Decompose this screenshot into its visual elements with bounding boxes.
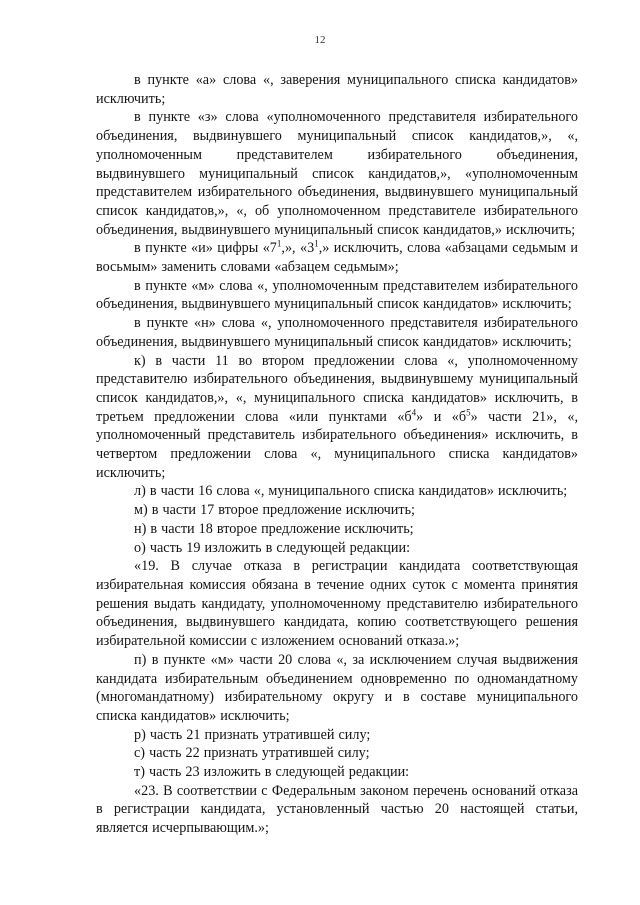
text-run: » части 21», «, уполномоченный представитель избирательного объединения» исключить, в четвертом предложении слова «, муниципального списка кандидатов» исключить; xyxy=(96,408,578,481)
text-run: в пункте «м» слова «, уполномоченным представителем избирательного объединения, выдвинувшего муниципальный список кандидатов» исключить; xyxy=(96,277,578,313)
text-run: в пункте «и» цифры «7 xyxy=(134,240,277,257)
paragraph xyxy=(96,782,578,838)
paragraph xyxy=(96,108,578,239)
paragraph xyxy=(96,314,578,351)
text-run: в пункте «з» слова «уполномоченного представителя избирательного объединения, выдвинувшего муниципальный список кандидатов,», «, уполномоченным представителем избирательного объединения, выдвинувшего муниципальный список кандидатов,», «уполномоченным представителем избирательного объединения, выдвинувшего муниципальный список кандидатов,», «, об уполномоченном представителе избирательного объединения, выдвинувшего муниципальный список кандидатов,» исключить; xyxy=(96,109,578,238)
page-number: 12 xyxy=(314,34,326,46)
paragraph xyxy=(96,352,578,483)
paragraph xyxy=(96,239,578,276)
paragraph xyxy=(96,744,578,763)
paragraph xyxy=(96,557,578,651)
text-run: ,», «3 xyxy=(281,240,315,257)
text-run: р) часть 21 признать утратившей силу; xyxy=(134,726,371,743)
paragraph xyxy=(96,763,578,782)
text-run: к) в части 11 во втором предложении слова «, уполномоченному представителю избирательного объединения, выдвинувшему муниципальный список кандидатов,», «, муниципального списка кандидатов» исключить, в третьем предложении слова «или пунктами «б xyxy=(96,352,578,425)
text-run: т) часть 23 изложить в следующей редакции: xyxy=(134,764,410,781)
paragraph xyxy=(96,277,578,314)
paragraph xyxy=(96,726,578,745)
text-run: ,» исключить, слова «абзацами седьмым и восьмым» заменить словами «абзацем седьмым»; xyxy=(96,240,579,276)
text-run: н) в части 18 второе предложение исключить; xyxy=(134,520,414,537)
superscript: 5 xyxy=(466,406,471,417)
paragraph xyxy=(96,651,578,726)
text-run: в пункте «н» слова «, уполномоченного представителя избирательного объединения, выдвинувшего муниципальный список кандидатов» исключить; xyxy=(96,315,578,350)
paragraph xyxy=(96,539,578,558)
text-run: «23. В соответствии с Федеральным законом перечень оснований отказа в регистрации кандидата, установленный частью 20 настоящей статьи, является исчерпывающим.»; xyxy=(96,782,578,837)
text-run: м) в части 17 второе предложение исключить; xyxy=(134,502,415,519)
text-run: «19. В случае отказа в регистрации кандидата соответствующая избирательная комиссия обязана в течение одних суток с момента принятия решения выдать кандидату, уполномоченному представителю избирательного объединения, выдвинувшего кандидата, копию соответствующего решения избирательной комиссии с изложением оснований отказа.»; xyxy=(96,558,578,650)
text-run: в пункте «а» слова «, заверения муниципального списка кандидатов» исключить; xyxy=(96,72,578,107)
text-run: с) часть 22 признать утратившей силу; xyxy=(134,745,370,762)
paragraph xyxy=(96,482,578,501)
text-run: л) в части 16 слова «, муниципального списка кандидатов» исключить; xyxy=(134,483,568,500)
text-run: » и «б xyxy=(416,408,467,425)
paragraph xyxy=(96,520,578,539)
superscript: 1 xyxy=(276,238,282,249)
paragraph xyxy=(96,501,578,520)
text-run: о) часть 19 изложить в следующей редакции: xyxy=(134,539,411,556)
superscript: 4 xyxy=(411,406,417,417)
document-body xyxy=(96,71,578,838)
paragraph xyxy=(96,71,578,108)
superscript: 1 xyxy=(314,238,319,249)
text-run: п) в пункте «м» части 20 слова «, за исключением случая выдвижения кандидата избирательным объединением одновременно по одномандатному (многомандатному) избирательному округу и в составе муниципального списка кандидатов» исключить; xyxy=(96,651,578,724)
